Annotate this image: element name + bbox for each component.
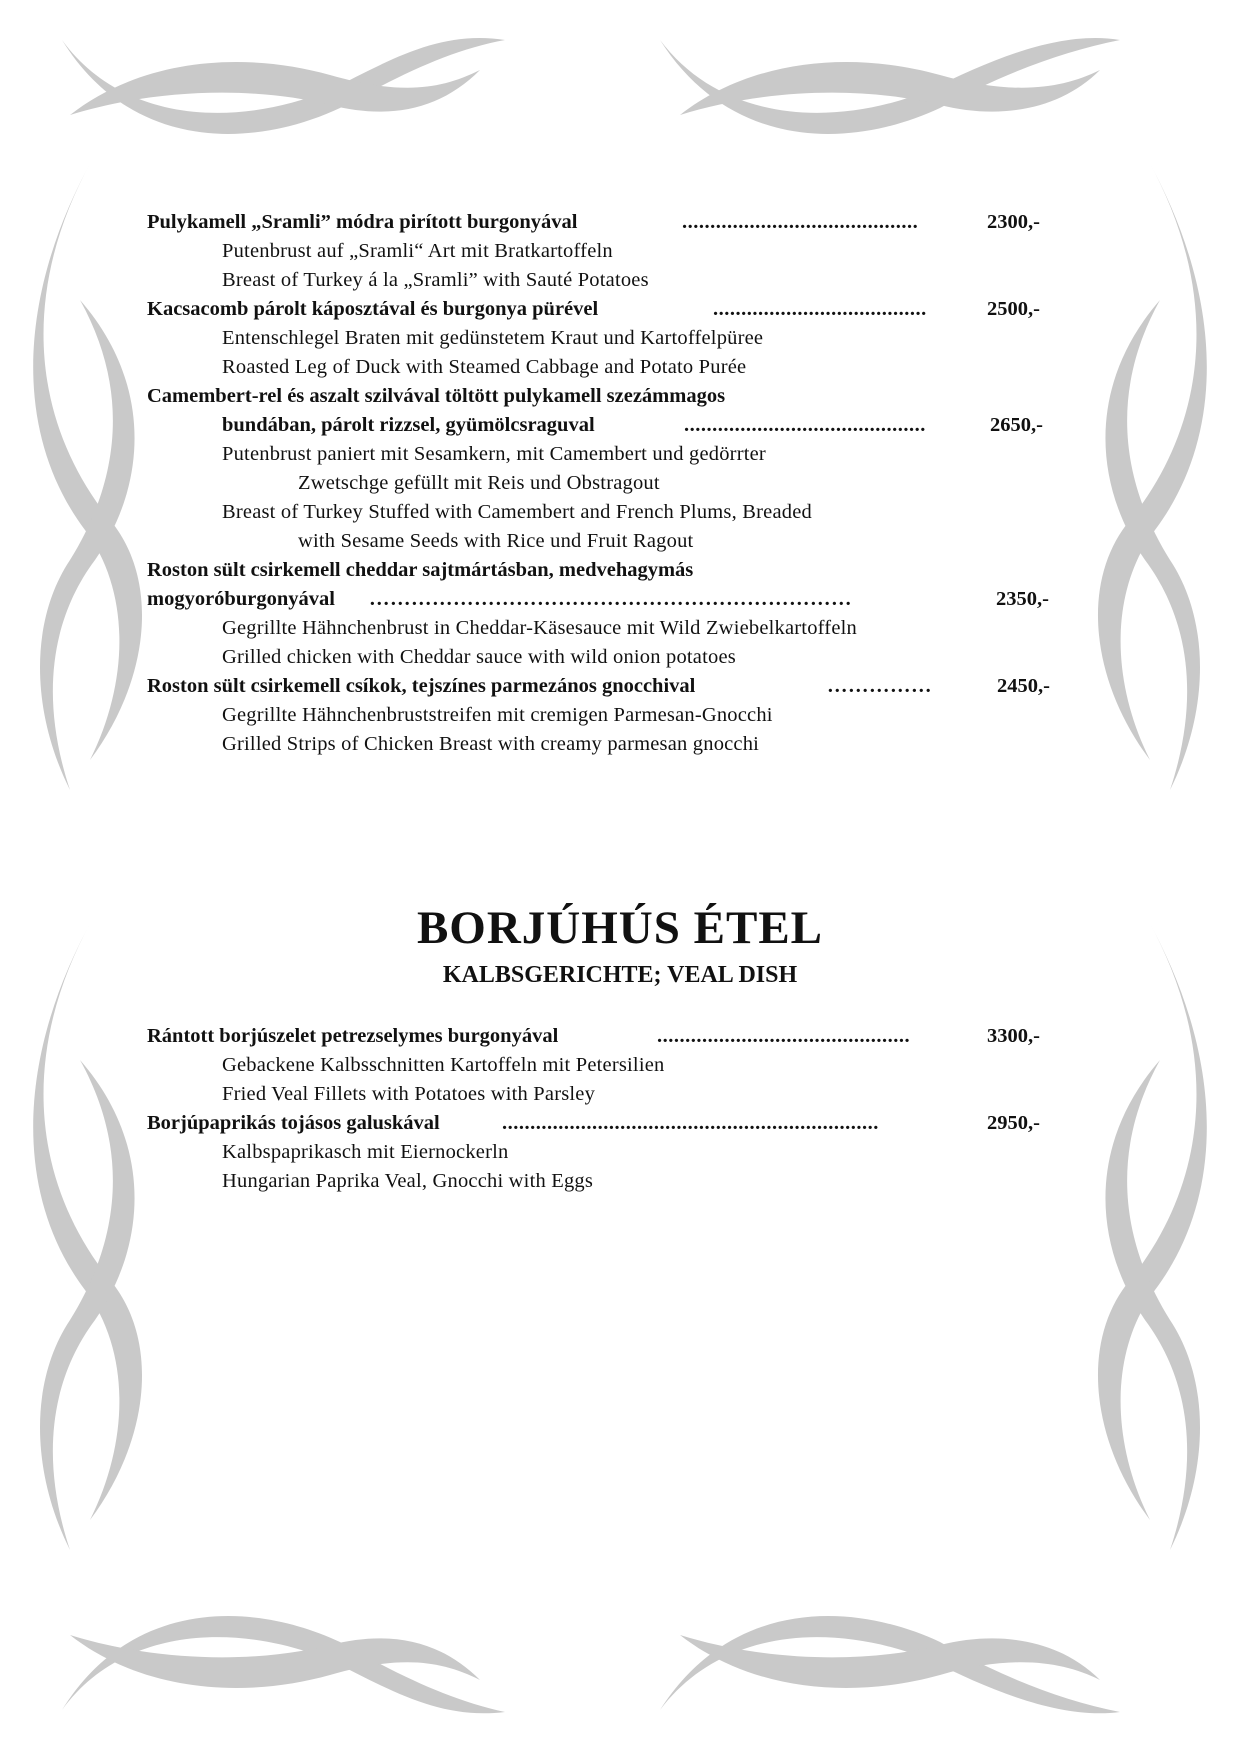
dish-name: Roston sült csirkemell csíkok, tejszínes parmezános gnocchival: [147, 675, 696, 697]
dish-price: 2450,-: [997, 675, 1050, 697]
dish-name: Kacsacomb párolt káposztával és burgonya pürével: [147, 298, 599, 320]
dish-translation-de: Putenbrust auf „Sramli“ Art mit Bratkartoffeln: [222, 240, 613, 262]
dish-title-row: [147, 382, 1067, 411]
dish-translation-de: Entenschlegel Braten mit gedünstetem Kraut und Kartoffelpüree: [222, 327, 764, 349]
dish-name: Pulykamell „Sramli” módra pirított burgonyával: [147, 211, 578, 233]
dish-title-row: [147, 1109, 1067, 1138]
dish-title-row-continued: [147, 585, 1067, 614]
dish-translation-en: Fried Veal Fillets with Potatoes with Parsley: [222, 1083, 596, 1105]
dot-leader: ……………………………………………………………: [369, 588, 852, 610]
dish-price: 3300,-: [987, 1025, 1040, 1047]
dish-title-row: [147, 672, 1067, 701]
dot-leader: ......................................: [713, 298, 927, 320]
dish-name-continued: bundában, párolt rizzsel, gyümölcsraguval: [222, 414, 595, 436]
dish-name: Rántott borjúszelet petrezselymes burgonyával: [147, 1025, 559, 1047]
dish-translation-de: Gebackene Kalbsschnitten Kartoffeln mit Petersilien: [222, 1054, 665, 1076]
dish-price: 2300,-: [987, 211, 1040, 233]
dish-translation-de-cont: Zwetschge gefüllt mit Reis und Obstragout: [298, 472, 660, 494]
dish-title-row: [147, 208, 1067, 237]
section-title: BORJÚHÚS ÉTEL: [416, 902, 824, 954]
dish-translation-en: Grilled Strips of Chicken Breast with creamy parmesan gnocchi: [222, 733, 760, 755]
dish-name-continued: mogyoróburgonyával: [147, 588, 335, 610]
dish-translation-en: Roasted Leg of Duck with Steamed Cabbage and Potato Purée: [222, 356, 747, 378]
dish-title-row-continued: [222, 411, 1043, 440]
dot-leader: .............................................: [657, 1025, 911, 1047]
dish-name: Camembert-rel és aszalt szilvával töltött pulykamell szezámmagos: [147, 385, 726, 407]
dish-name: Roston sült csirkemell cheddar sajtmártásban, medvehagymás: [147, 559, 694, 581]
dish-price: 2500,-: [987, 298, 1040, 320]
dish-translation-en: Grilled chicken with Cheddar sauce with wild onion potatoes: [222, 646, 736, 668]
dish-name: Borjúpaprikás tojásos galuskával: [147, 1112, 440, 1134]
dish-price: 2650,-: [990, 414, 1043, 436]
dish-title-row: [147, 556, 1067, 585]
dish-translation-en: Breast of Turkey á la „Sramli” with Sauté Potatoes: [222, 269, 649, 291]
dish-translation-en: Hungarian Paprika Veal, Gnocchi with Eggs: [222, 1170, 594, 1192]
dish-translation-en-cont: with Sesame Seeds with Rice und Fruit Ragout: [298, 530, 694, 552]
dot-leader: ……………: [827, 675, 932, 697]
section-subtitle: KALBSGERICHTE; VEAL DISH: [442, 962, 798, 988]
dot-leader: ...........................................: [684, 414, 926, 436]
dot-leader: ...................................................................: [502, 1112, 879, 1134]
dish-translation-en: Breast of Turkey Stuffed with Camembert and French Plums, Breaded: [222, 501, 812, 523]
dish-translation-de: Gegrillte Hähnchenbruststreifen mit cremigen Parmesan-Gnocchi: [222, 704, 773, 726]
dish-title-row: [147, 1022, 1067, 1051]
dish-translation-de: Gegrillte Hähnchenbrust in Cheddar-Käsesauce mit Wild Zwiebelkartoffeln: [222, 617, 857, 639]
dish-price: 2350,-: [996, 588, 1049, 610]
dot-leader: ..........................................: [682, 211, 919, 233]
dish-translation-de: Putenbrust paniert mit Sesamkern, mit Camembert und gedörrter: [222, 443, 766, 465]
dish-price: 2950,-: [987, 1112, 1040, 1134]
dish-translation-de: Kalbspaprikasch mit Eiernockerln: [222, 1141, 509, 1163]
dish-title-row: [147, 295, 1067, 324]
